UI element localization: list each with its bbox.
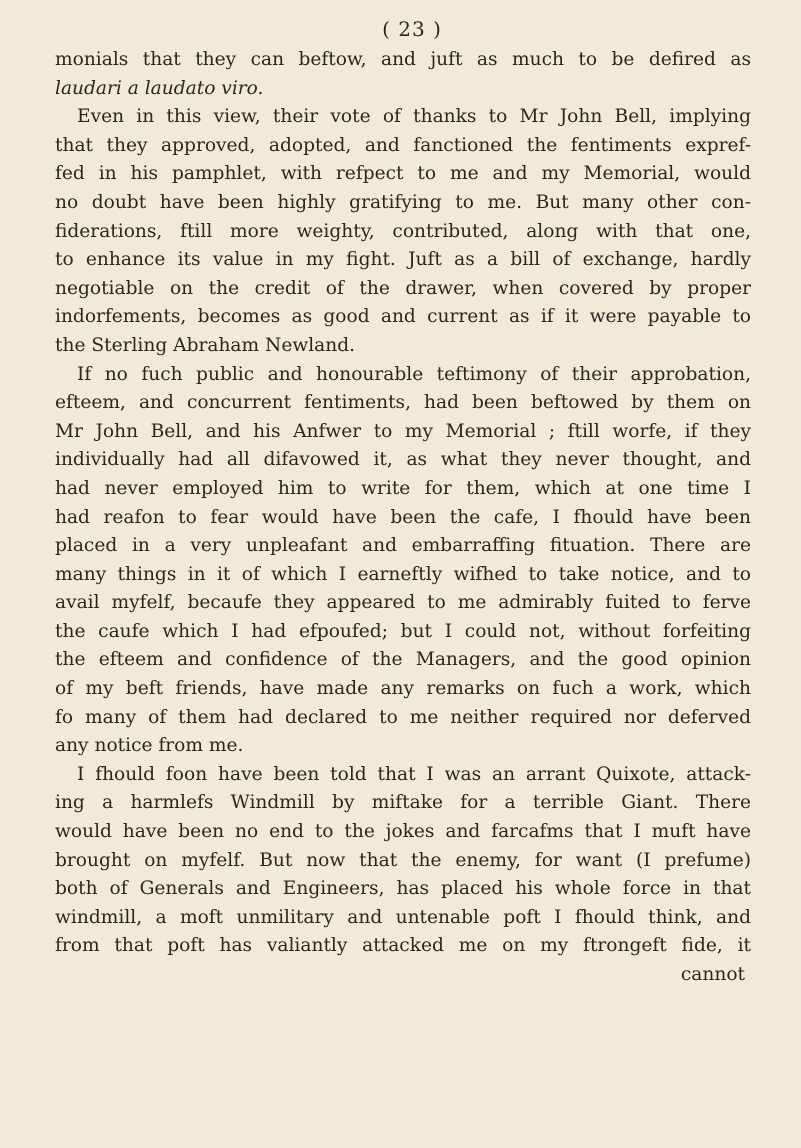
text-line: efteem, and concurrent fentiments, had been beftowed by them on bbox=[55, 392, 751, 414]
text-line: many things in it of which I earneftly wifhed to take notice, and to bbox=[55, 563, 751, 585]
text-line: fed in his pamphlet, with refpect to me and my Memorial, would bbox=[55, 163, 751, 185]
text-line: the caufe which I had efpoufed; but I could not, without forfeiting bbox=[55, 620, 751, 642]
text-line: negotiable on the credit of the drawer, when covered by proper bbox=[55, 277, 751, 299]
text-line: monials that they can beftow, and juft as much to be defired as bbox=[55, 49, 751, 70]
text-line: individually had all difavowed it, as what they never thought, and bbox=[55, 449, 751, 471]
text-line: avail myfelf, becaufe they appeared to me admirably fuited to ferve bbox=[55, 592, 751, 614]
text-line: I fhould foon have been told that I was an arrant Quixote, attack- bbox=[77, 763, 751, 785]
body-text bbox=[55, 46, 751, 961]
text-line: that they approved, adopted, and fanctioned the fentiments expref- bbox=[55, 134, 751, 156]
text-line: ing a harmlefs Windmill by miftake for a terrible Giant. There bbox=[55, 792, 751, 814]
text-line: placed in a very unpleafant and embarraffing fituation. There are bbox=[55, 535, 751, 557]
text-line: fo many of them had declared to me neither required nor deferved bbox=[55, 706, 751, 728]
text-line: the Sterling Abraham Newland. bbox=[55, 334, 356, 356]
text-line: fiderations, ftill more weighty, contributed, along with that one, bbox=[55, 220, 751, 242]
text-line: of my beft friends, have made any remarks on fuch a work, which bbox=[55, 678, 751, 700]
text-line: would have been no end to the jokes and farcafms that I muft have bbox=[55, 821, 751, 843]
text-line: Even in this view, their vote of thanks to Mr John Bell, implying bbox=[77, 106, 751, 128]
text-line: both of Generals and Engineers, has placed his whole force in that bbox=[55, 878, 751, 900]
text-line: Mr John Bell, and his Anfwer to my Memorial ; ftill worfe, if they bbox=[55, 420, 751, 442]
text-line: to enhance its value in my fight. Juft as a bill of exchange, hardly bbox=[55, 249, 751, 271]
text-line: had never employed him to write for them, which at one time I bbox=[55, 477, 751, 499]
text-line: windmill, a moft unmilitary and untenable poft I fhould think, and bbox=[55, 906, 751, 928]
text-line: had reafon to fear would have been the cafe, I fhould have been bbox=[55, 506, 751, 528]
text-line: any notice from me. bbox=[55, 735, 244, 757]
text-line: the efteem and confidence of the Managers, and the good opinion bbox=[55, 649, 751, 671]
text-line: If no fuch public and honourable teftimony of their approbation, bbox=[77, 363, 751, 385]
text-line: brought on myfelf. But now that the enemy, for want (I prefume) bbox=[55, 849, 751, 871]
text-line: no doubt have been highly gratifying to me. But many other con- bbox=[55, 191, 751, 213]
page-number: ( 23 ) bbox=[382, 17, 442, 41]
text-line: indorfements, becomes as good and current as if it were payable to bbox=[55, 306, 751, 328]
text-line: laudari a laudato viro. bbox=[55, 77, 264, 99]
text-line: from that poft has valiantly attacked me on my ftrongeft fide, it bbox=[55, 935, 751, 957]
catchword: cannot bbox=[680, 964, 745, 985]
